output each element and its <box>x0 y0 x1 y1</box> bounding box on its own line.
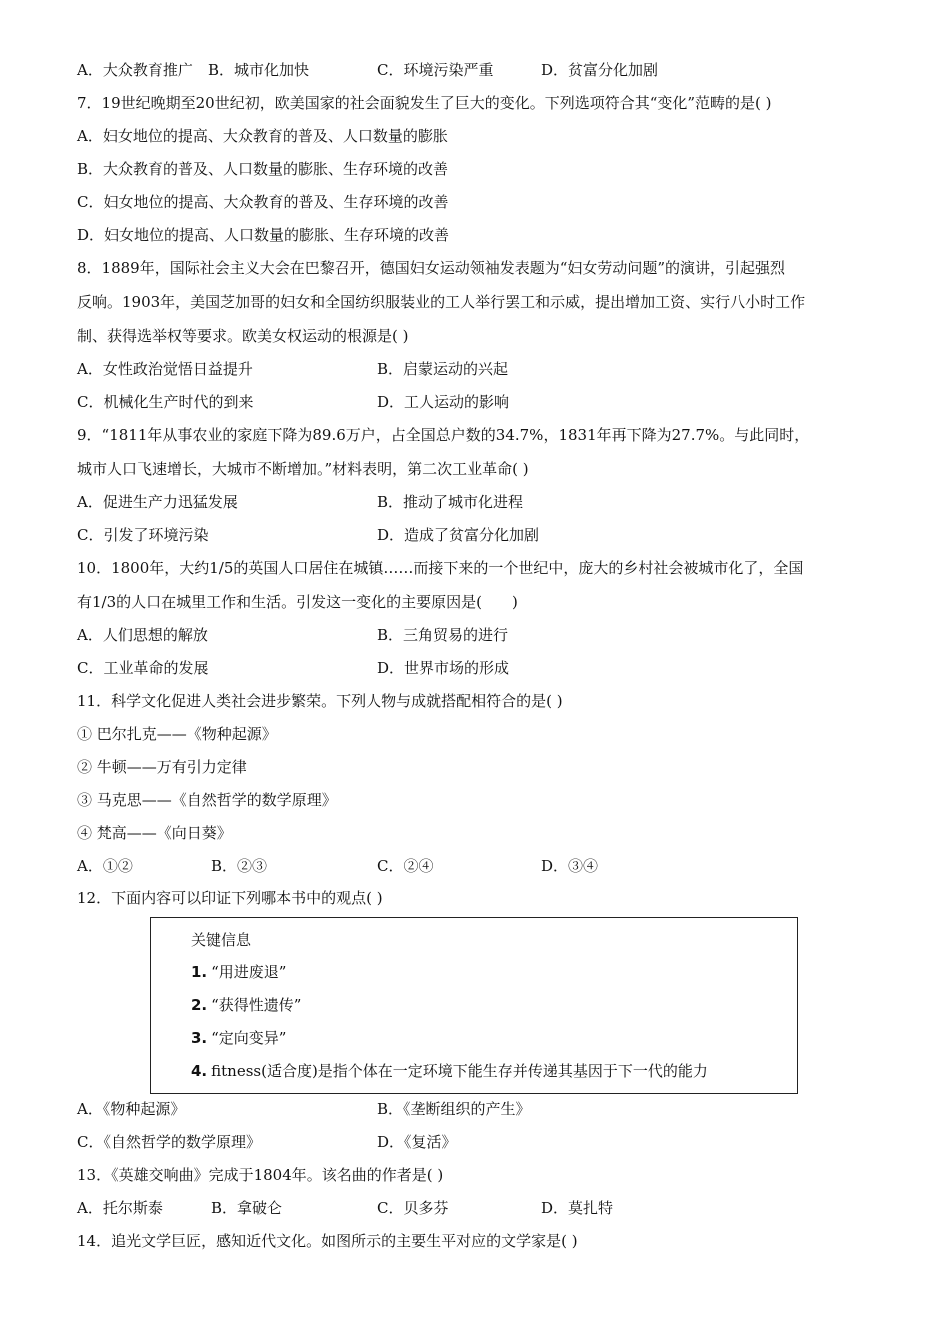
item-text: fitness(适合度)是指个体在一定环境下能生存并传递其基因于下一代的能力 <box>211 1062 708 1080</box>
option-c: C．②④ <box>377 857 434 875</box>
q7-option-c: C．妇女地位的提高、大众教育的普及、生存环境的改善 <box>77 193 449 211</box>
option-b: B．《垄断组织的产生》 <box>377 1100 531 1118</box>
option-a: A．大众教育推广 <box>77 61 193 79</box>
key-info-item <box>191 1028 286 1048</box>
option-b: B．推动了城市化进程 <box>377 493 524 511</box>
key-info-title: 关键信息 <box>191 931 252 949</box>
key-info-item <box>191 962 286 982</box>
option-a: A．托尔斯泰 <box>77 1199 163 1217</box>
option-b: B．②③ <box>211 857 268 875</box>
option-c: C．《自然哲学的数学原理》 <box>77 1133 261 1151</box>
option-a: A．①② <box>77 857 133 875</box>
option-d: D．造成了贫富分化加剧 <box>377 526 540 544</box>
key-info-item <box>191 1061 708 1081</box>
q13-stem: 13．《英雄交响曲》完成于1804年。该名曲的作者是( ) <box>77 1166 444 1184</box>
q7-option-d: D．妇女地位的提高、人口数量的膨胀、生存环境的改善 <box>77 226 450 244</box>
q11-item-2: ② 牛顿——万有引力定律 <box>77 758 247 776</box>
q7-option-a: A．妇女地位的提高、大众教育的普及、人口数量的膨胀 <box>77 127 448 145</box>
q11-item-3: ③ 马克思——《自然哲学的数学原理》 <box>77 791 337 809</box>
item-text: “获得性遗传” <box>211 996 302 1014</box>
option-c: C．工业革命的发展 <box>77 659 209 677</box>
option-b: B．三角贸易的进行 <box>377 626 509 644</box>
option-a: A．促进生产力迅猛发展 <box>77 493 238 511</box>
item-number: 4. <box>191 1062 208 1080</box>
option-b: B．城市化加快 <box>208 61 310 79</box>
q7-option-b: B．大众教育的普及、人口数量的膨胀、生存环境的改善 <box>77 160 449 178</box>
option-d: D．③④ <box>541 857 599 875</box>
option-c: C．环境污染严重 <box>377 61 494 79</box>
option-d: D．贫富分化加剧 <box>541 61 659 79</box>
q10-stem-line2: 有1/3的人口在城里工作和生活。引发这一变化的主要原因是( ) <box>77 593 518 611</box>
option-c: C．机械化生产时代的到来 <box>77 393 254 411</box>
item-text: “用进废退” <box>211 963 287 981</box>
key-info-box <box>150 917 798 1094</box>
q11-item-1: ① 巴尔扎克——《物种起源》 <box>77 725 277 743</box>
option-d: D．世界市场的形成 <box>377 659 510 677</box>
q9-stem-line1: 9．“1811年从事农业的家庭下降为89.6万户，占全国总户数的34.7%，1831年再下降为27.7%。与此同时， <box>77 426 810 444</box>
option-a: A．人们思想的解放 <box>77 626 208 644</box>
q14-stem: 14．追光文学巨匠，感知近代文化。如图所示的主要生平对应的文学家是( ) <box>77 1232 578 1250</box>
option-a: A．《物种起源》 <box>77 1100 186 1118</box>
q8-stem-line3: 制、获得选举权等要求。欧美女权运动的根源是( ) <box>77 327 409 345</box>
item-number: 2. <box>191 996 208 1014</box>
option-c: C．贝多芬 <box>377 1199 449 1217</box>
q8-stem-line2: 反响。1903年，美国芝加哥的妇女和全国纺织服装业的工人举行罢工和示威，提出增加工资、实行八小时工作 <box>77 293 806 311</box>
item-number: 3. <box>191 1029 208 1047</box>
q7-stem: 7．19世纪晚期至20世纪初，欧美国家的社会面貌发生了巨大的变化。下列选项符合其“变化”范畴的是( ) <box>77 94 772 112</box>
q11-stem: 11．科学文化促进人类社会进步繁荣。下列人物与成就搭配相符合的是( ) <box>77 692 563 710</box>
key-info-item <box>191 995 301 1015</box>
option-d: D．《复活》 <box>377 1133 457 1151</box>
option-a: A．女性政治觉悟日益提升 <box>77 360 253 378</box>
q10-stem-line1: 10．1800年，大约1/5的英国人口居住在城镇……而接下来的一个世纪中，庞大的乡村社会被城市化了，全国 <box>77 559 804 577</box>
option-d: D．工人运动的影响 <box>377 393 510 411</box>
option-b: B．拿破仑 <box>211 1199 283 1217</box>
q9-stem-line2: 城市人口飞速增长，大城市不断增加。”材料表明，第二次工业革命( ) <box>77 460 529 478</box>
item-number: 1. <box>191 963 208 981</box>
option-c: C．引发了环境污染 <box>77 526 209 544</box>
q11-item-4: ④ 梵高——《向日葵》 <box>77 824 232 842</box>
item-text: “定向变异” <box>211 1029 287 1047</box>
option-d: D．莫扎特 <box>541 1199 614 1217</box>
q8-stem-line1: 8．1889年，国际社会主义大会在巴黎召开，德国妇女运动领袖发表题为“妇女劳动问题”的演讲，引起强烈 <box>77 259 786 277</box>
q12-stem: 12．下面内容可以印证下列哪本书中的观点( ) <box>77 889 383 907</box>
option-b: B．启蒙运动的兴起 <box>377 360 509 378</box>
